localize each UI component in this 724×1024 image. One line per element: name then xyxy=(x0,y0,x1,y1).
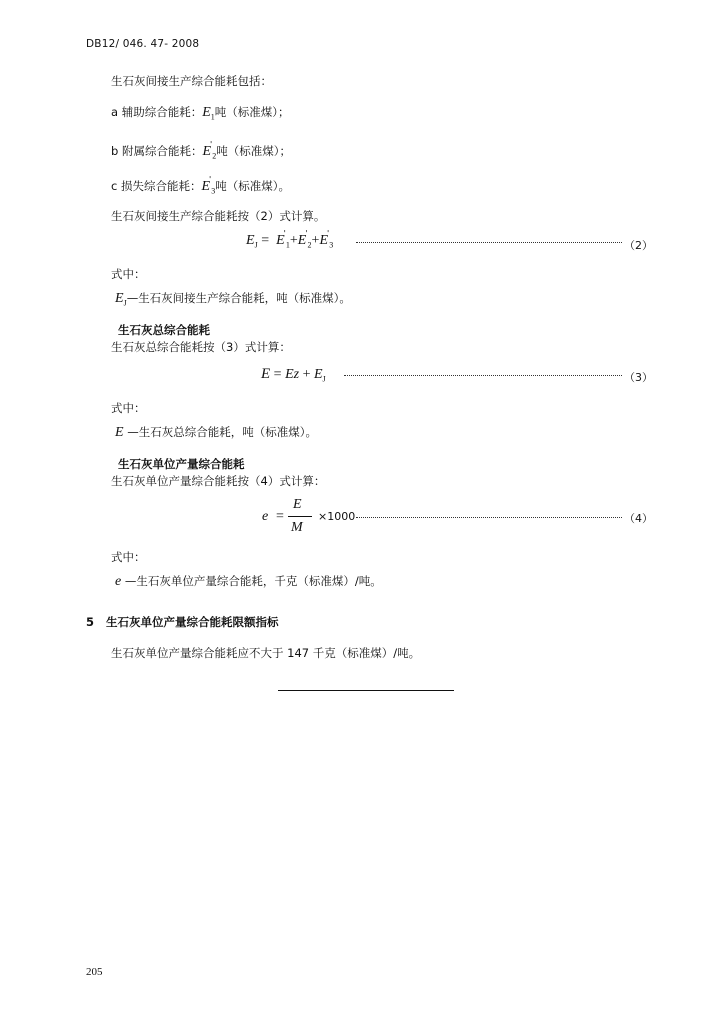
definition-ej: $E_J—$生石灰间接生产综合能耗，吨（标准煤）。 xyxy=(115,291,351,308)
indirect-calc-note: 生石灰间接生产综合能耗按（2）式计算。 xyxy=(111,209,326,223)
equals-sign: = xyxy=(276,509,284,524)
leader-dots xyxy=(356,517,622,518)
end-rule xyxy=(278,690,454,691)
fraction-denominator: M xyxy=(291,520,303,535)
equation-number: （3） xyxy=(624,371,653,384)
unit-output-calc-note: 生石灰单位产量综合能耗按（4）式计算： xyxy=(111,474,326,488)
document-code: DB12/ 046. 47- 2008 xyxy=(86,38,200,50)
list-item: b 附属综合能耗：$E'_2$吨（标准煤）； xyxy=(111,140,291,161)
indirect-intro: 生石灰间接生产综合能耗包括： xyxy=(111,74,272,88)
equation-number: （4） xyxy=(624,512,653,525)
unit-output-heading: 生石灰单位产量综合能耗 xyxy=(118,457,245,471)
leader-dots xyxy=(344,375,622,376)
equation-3: $E = Ez + E_J$ xyxy=(261,366,326,384)
page-number: 205 xyxy=(86,966,103,978)
where-label: 式中： xyxy=(111,550,146,564)
equation-2: $E_J = E'_1+E'_2+E'_3$ xyxy=(246,229,334,250)
fraction-numerator: E xyxy=(293,497,302,512)
fraction-bar xyxy=(288,516,312,517)
leader-dots xyxy=(356,242,622,243)
equation-number: （2） xyxy=(624,239,653,252)
section-5-heading: 5 生石灰单位产量综合能耗限额指标 xyxy=(86,615,279,629)
total-calc-note: 生石灰总综合能耗按（3）式计算： xyxy=(111,340,291,354)
list-item: c 损失综合能耗：$E'_3$吨（标准煤）。 xyxy=(111,175,290,196)
list-item: a 辅助综合能耗：$E_1$吨（标准煤）； xyxy=(111,105,290,122)
total-heading: 生石灰总综合能耗 xyxy=(118,323,210,337)
where-label: 式中： xyxy=(111,267,146,281)
equation-4-factor: ×1000 xyxy=(318,510,356,523)
definition-e: E —生石灰总综合能耗，吨（标准煤）。 xyxy=(115,425,317,440)
section-5-body: 生石灰单位产量综合能耗应不大于 147 千克（标准煤）/吨。 xyxy=(111,646,421,660)
definition-e-lower: e —生石灰单位产量综合能耗，千克（标准煤）/吨。 xyxy=(115,574,382,589)
where-label: 式中： xyxy=(111,401,146,415)
equation-4-lhs: e xyxy=(262,509,269,524)
